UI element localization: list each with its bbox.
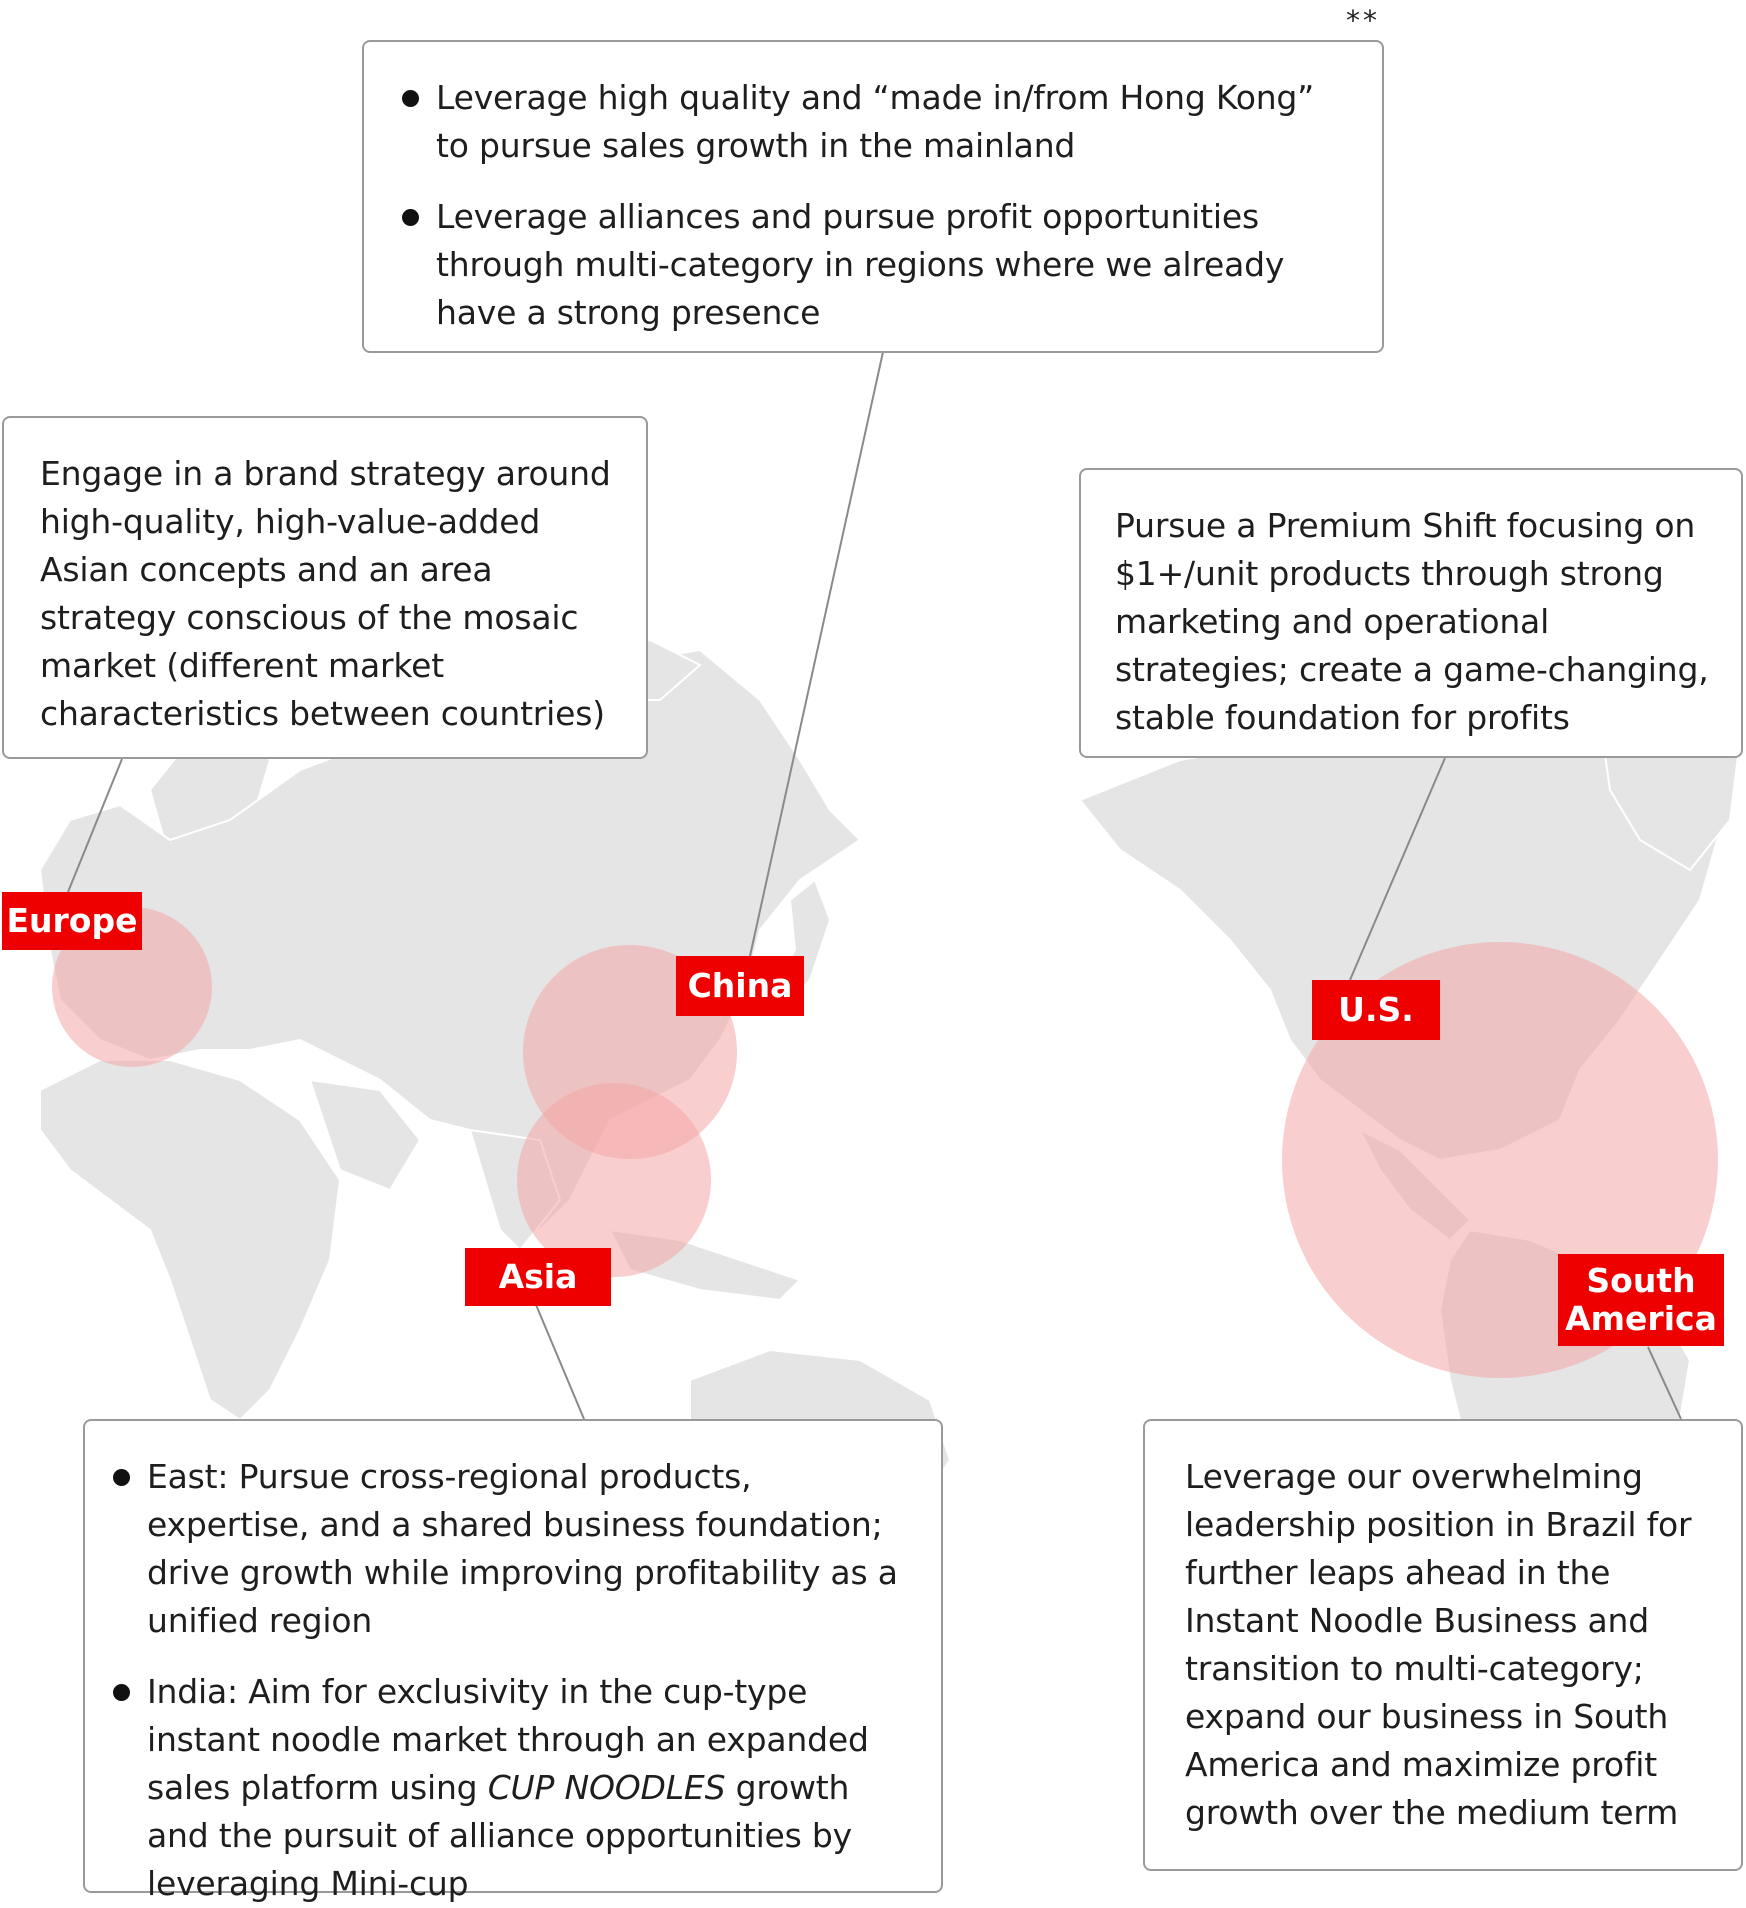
land-africa <box>40 1060 340 1420</box>
us-strategy-text: Pursue a Premium Shift focusing on $1+/unit products through strong marketing and operational strategies; create a game-changing, stable foundation for profits <box>1115 506 1709 737</box>
asia-bullet-india <box>113 1668 915 1908</box>
us-strategy-box <box>1079 468 1743 758</box>
south-america-tag <box>1558 1254 1724 1346</box>
footnote-mark: ** <box>1346 4 1380 37</box>
china-bullet-1: Leverage high quality and “made in/from Hong Kong” to pursue sales growth in the mainland <box>402 74 1342 170</box>
south-america-strategy-text: Leverage our overwhelming leadership position in Brazil for further leaps ahead in the Instant Noodle Business and transition to multi-category; expand our business in South America and maximize profit growth over the medium term <box>1185 1457 1692 1832</box>
asia-india-text-post: growth and the pursuit of alliance opportunities by leveraging Mini-cup <box>147 1768 853 1903</box>
south-america-strategy-box <box>1143 1419 1743 1871</box>
asia-india-text-pre: India: Aim for exclusivity in the cup-type instant noodle market through an expanded sales platform using <box>147 1672 869 1807</box>
china-tag: China <box>676 956 804 1016</box>
europe-strategy-box <box>2 416 648 759</box>
china-bullet-2: Leverage alliances and pursue profit opportunities through multi-category in regions where we already have a strong presence <box>402 193 1342 337</box>
china-strategy-box <box>362 40 1384 353</box>
cup-noodles-brand: CUP NOODLES <box>487 1768 726 1807</box>
south-america-tag-line2: America <box>1565 1299 1717 1338</box>
asia-bullet-east: East: Pursue cross-regional products, expertise, and a shared business foundation; drive growth while improving profitability as a unified region <box>113 1453 915 1645</box>
south-america-tag-line1: South <box>1586 1261 1696 1300</box>
europe-strategy-text: Engage in a brand strategy around high-quality, high-value-added Asian concepts and an area strategy conscious of the mosaic market (different market characteristics between countries) <box>40 454 611 733</box>
us-tag: U.S. <box>1312 980 1440 1040</box>
europe-tag: Europe <box>2 892 142 950</box>
asia-tag: Asia <box>465 1248 611 1306</box>
asia-strategy-box <box>83 1419 943 1903</box>
connector-asia <box>534 1300 584 1419</box>
